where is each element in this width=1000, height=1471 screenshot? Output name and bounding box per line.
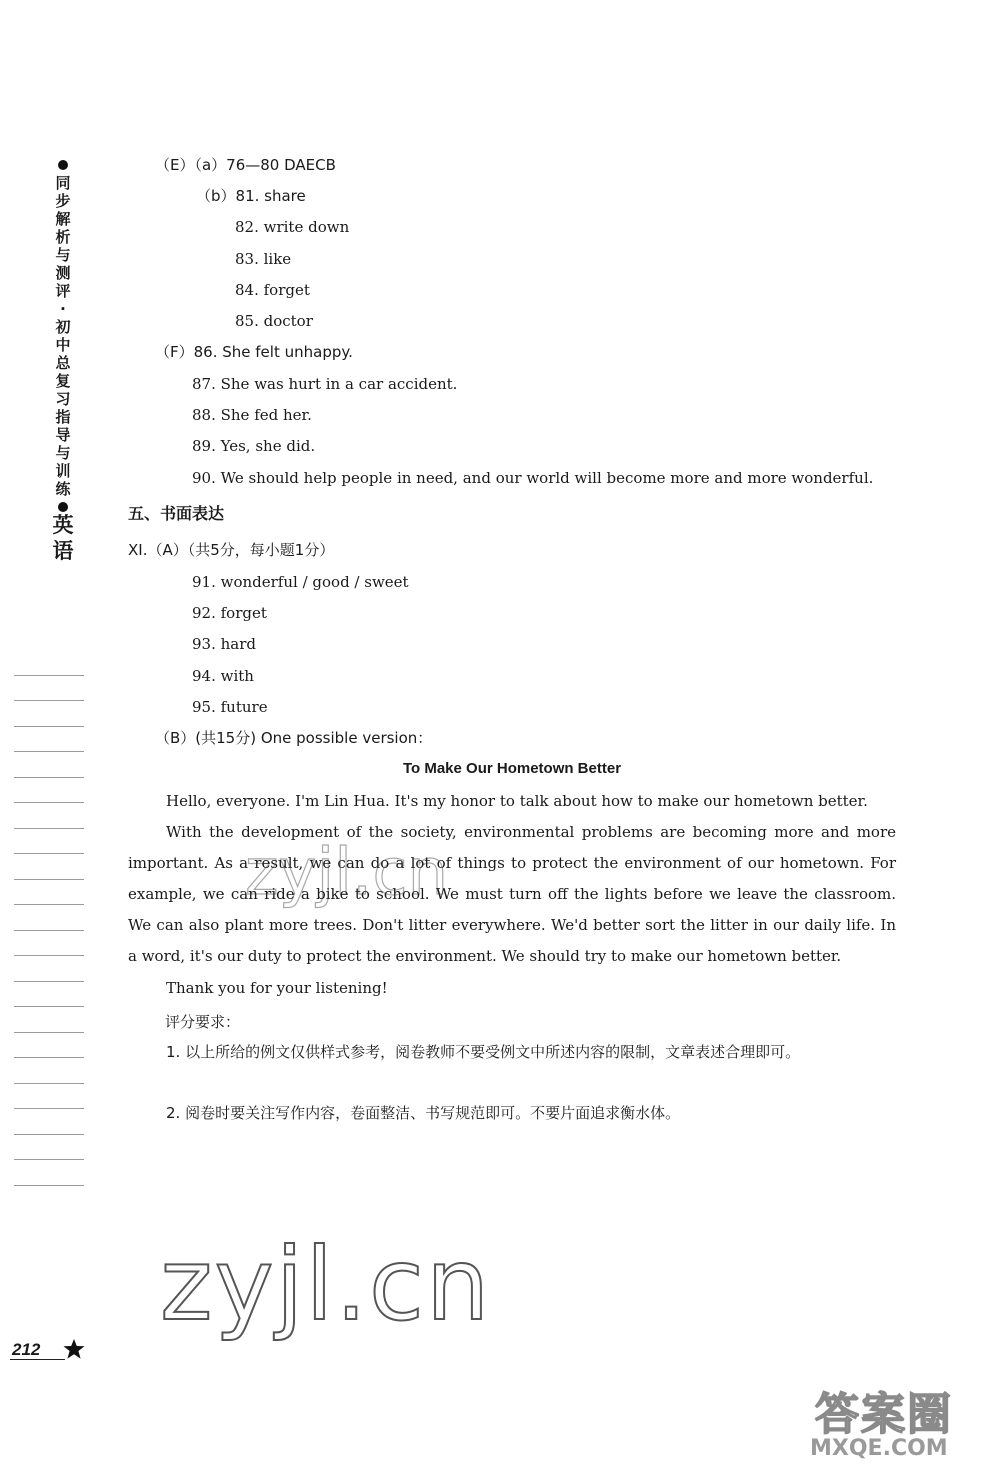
page-number-rule (10, 1359, 65, 1360)
answer-f-90: 90. We should help people in need, and our world will become more and more wonderful. (192, 469, 874, 487)
part-a-item-95: 95. future (192, 698, 268, 716)
part-a-item-93: 93. hard (192, 635, 256, 653)
series-title-text: 同步解析与测评·初中总复习指导与训练 (55, 174, 71, 498)
part-b-heading: （B）(共15分) One possible version： (155, 729, 433, 747)
answer-e-b-82: 82. write down (235, 218, 350, 236)
grading-item-2: 2. 阅卷时要关注写作内容，卷面整洁、书写规范即可。不要片面追求衡水体。 (166, 1104, 681, 1122)
part-a-item-91: 91. wonderful / good / sweet (192, 573, 409, 591)
answer-e-b-84: 84. forget (235, 281, 310, 299)
grading-heading: 评分要求： (165, 1013, 241, 1031)
answer-e-b-81: （b）81. share (196, 187, 306, 205)
watermark-overlay: zyjl.cn (245, 836, 449, 910)
answer-f-87: 87. She was hurt in a car accident. (192, 375, 458, 393)
answer-f-89: 89. Yes, she did. (192, 437, 316, 455)
answer-e-a: （E）（a）76—80 DAECB (155, 156, 336, 174)
answer-f-86: （F）86. She felt unhappy. (155, 343, 353, 361)
brand-site: MXQE.COM (810, 1436, 948, 1461)
page-number: 212 (12, 1340, 41, 1359)
brand-logo: 答案圈 (815, 1389, 953, 1440)
answer-e-b-83: 83. like (235, 250, 292, 268)
bullet-dot-icon (58, 502, 68, 512)
part-a-heading: XI.（A）（共5分，每小题1分） (128, 541, 335, 559)
subject-label: 英语 (52, 513, 74, 563)
part-a-item-94: 94. with (192, 667, 254, 685)
star-icon (62, 1338, 86, 1360)
answer-f-88: 88. She fed her. (192, 406, 312, 424)
part-a-item-92: 92. forget (192, 604, 267, 622)
section-heading: 五、书面表达 (128, 504, 225, 523)
essay-paragraph-2: With the development of the society, environmental problems are becoming more and more important. As a result, we can do a lot of things to protect the environment of our hometown. For example, we can ride a bike to school. We must turn off the lights before we leave the classroom. We can also plant more trees. Don't litter everywhere. We'd better sort the litter in our daily life. In a word, it's our duty to protect the environment. We should try to make our hometown better. (128, 823, 896, 965)
series-title (54, 160, 72, 512)
essay-paragraph-1: Hello, everyone. I'm Lin Hua. It's my honor to talk about how to make our hometown better. (166, 792, 868, 810)
bullet-dot-icon (58, 160, 68, 170)
essay-paragraph-3: Thank you for your listening! (166, 979, 388, 997)
essay-title: To Make Our Hometown Better (402, 760, 622, 777)
answer-e-b-85: 85. doctor (235, 312, 313, 330)
notes-ruled-lines (14, 650, 84, 1186)
grading-item-1: 1. 以上所给的例文仅供样式参考，阅卷教师不要受例文中所述内容的限制，文章表述合理即可。 (166, 1043, 801, 1061)
watermark-main: zyjl.cn (160, 1226, 492, 1343)
